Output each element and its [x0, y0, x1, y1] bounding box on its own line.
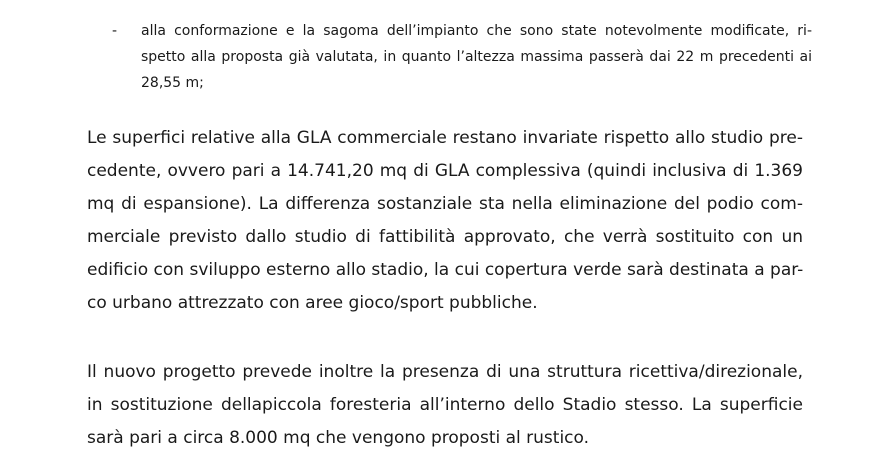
bullet-line-1: alla conformazione e la sagoma dell’impianto che sono state notevolmente modificate, ri- [141, 23, 812, 39]
bullet-line-3: 28,55 m; [141, 75, 204, 91]
bullet-line-2: spetto alla proposta già valutata, in quanto l’altezza massima passerà dai 22 m precedenti ai [141, 49, 812, 65]
paragraph-2-line-2: in sostituzione dellapiccola foresteria all’interno dello Stadio stesso. La superficie [87, 395, 803, 415]
bullet-text [141, 18, 812, 96]
paragraph-1-line-5: edificio con sviluppo esterno allo stadio, la cui copertura verde sarà destinata a par- [87, 260, 804, 280]
paragraph-1-line-4: merciale previsto dallo studio di fattibilità approvato, che verrà sostituito con un [87, 227, 803, 247]
paragraph-2-line-1: Il nuovo progetto prevede inoltre la presenza di una struttura ricettiva/direzionale, [87, 362, 803, 382]
paragraph-2-line-3: sarà pari a circa 8.000 mq che vengono proposti al rustico. [87, 428, 590, 448]
paragraph-gla-surfaces [87, 122, 803, 320]
paragraph-new-project [87, 356, 803, 455]
paragraph-1-line-2: cedente, ovvero pari a 14.741,20 mq di GLA complessiva (quindi inclusiva di 1.369 [87, 161, 803, 181]
bullet-dash: - [112, 23, 118, 39]
paragraph-1-line-3: mq di espansione). La differenza sostanziale sta nella eliminazione del podio com- [87, 194, 803, 214]
paragraph-1-line-1: Le superfici relative alla GLA commerciale restano invariate rispetto allo studio pre- [87, 128, 803, 148]
paragraph-1-line-6: co urbano attrezzato con aree gioco/sport pubbliche. [87, 293, 538, 313]
